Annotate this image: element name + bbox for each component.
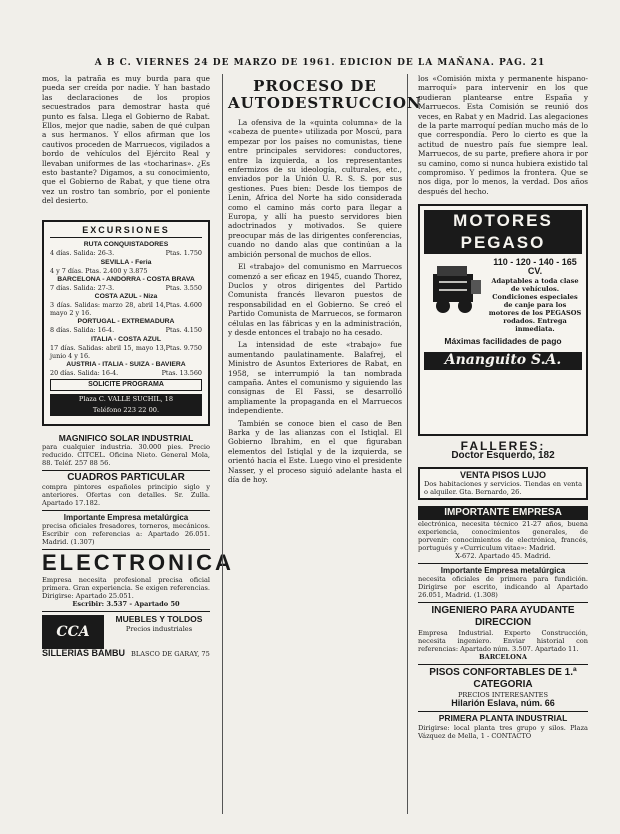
article-paragraph: También se conoce bien el caso de Ben Barka y de las alianzas con el Istiqlal. El Gobierno Ibrahim, en el que figuraban elementos del Istiqlal y de la izquierda, se orientó hacia el Este. Luego vino el presidente Nasser, y el proceso siguió adelante hasta el día de hoy. bbox=[228, 418, 402, 485]
importante-ref: X-672. Apartado 45. Madrid. bbox=[455, 551, 551, 560]
excursion-item bbox=[50, 241, 202, 257]
electronica-contact: Escribir: 3.537 - Apartado 50 bbox=[72, 600, 180, 609]
pisos-address: Hilarión Eslava, núm. 66 bbox=[451, 698, 555, 709]
excursion-detail-row bbox=[50, 267, 202, 275]
excursion-detail-row bbox=[50, 326, 202, 334]
left-article-text: mos, la patraña es muy burda para que pueda ser creída por nadie. Y han bastado las declaraciones de los propios secuestrados para demostrar hasta qué punto es falsa. Llega el Gobierno de Rabat. Ellos, mejor que nadie, saben de qué culpan a sus hermanos. Y ellos afirman que los cautivos proceden de Marruecos, vigilados a bordo de vehículos del Ejército Real y llevaban uniformes de las «tocharinas». ¿Es esto bastante? Digamos, a su conocimiento, que el Gobierno de Rabat, y que tiene otra vez un rostro tan sombrío, por el poniente del desierto. bbox=[42, 74, 210, 206]
excursion-price: Ptas. 1.750 bbox=[165, 249, 202, 258]
metal-title: Importante Empresa metalúrgica bbox=[63, 512, 189, 522]
pisos-lujo-text: Dos habitaciones y servicios. Tiendas en venta o alquiler. Gta. Bernardo, 26. bbox=[424, 480, 582, 497]
electronica-title: ELECTRONICA bbox=[42, 550, 234, 576]
article-body bbox=[228, 118, 402, 484]
excursion-detail: 7 días. Salida: 27-3. bbox=[50, 283, 115, 292]
left-column bbox=[42, 74, 234, 804]
excursion-name: SEVILLA - Feria bbox=[100, 258, 152, 266]
excursion-name: COSTA AZUL - Niza bbox=[94, 293, 158, 301]
pisos-title: PISOS CONFORTABLES DE 1.ª CATEGORIA bbox=[429, 667, 577, 691]
electronica-text: Empresa necesita profesional precisa oficial primera. Gran experiencia. Se exigen referencias. Dirigirse: Apartado 25.051. bbox=[42, 576, 210, 601]
importante-ad bbox=[418, 506, 588, 559]
solar-text: para cualquier industria. 30.000 pies. Precio reducido. CITCEL. Oficina Nieto. General Mola, 88. Teléf. 257 88 56. bbox=[42, 443, 210, 468]
falleres-ad bbox=[418, 439, 588, 462]
pisos-sub: PRECIOS INTERESANTES bbox=[457, 691, 549, 700]
excursion-name: BARCELONA - ANDORRA - COSTA BRAVA bbox=[57, 275, 195, 283]
falleres-address: Doctor Esquerdo, 182 bbox=[451, 450, 555, 462]
excursion-item bbox=[50, 318, 202, 334]
metal2-ad bbox=[418, 566, 588, 599]
muebles-title: MUEBLES Y TOLDOS bbox=[115, 614, 203, 625]
metal2-text: necesita oficiales de primera para fundición. Dirigirse por escrito, indicando al Apartado 26.051, Madrid. (1.308) bbox=[418, 575, 588, 600]
excursion-detail-row bbox=[50, 249, 202, 257]
planta-ad bbox=[418, 714, 588, 739]
pegaso-powers: 110 - 120 - 140 - 165 CV. bbox=[493, 257, 577, 277]
excursions-address: Plaza C. VALLE SUCHIL, 18 bbox=[50, 394, 202, 405]
cuadros-title: CUADROS PARTICULAR bbox=[67, 472, 185, 484]
right-column bbox=[418, 74, 588, 814]
pegaso-dealer: Ananguito S.A. bbox=[424, 352, 582, 369]
engine-icon bbox=[427, 260, 485, 316]
excursion-item bbox=[50, 259, 202, 275]
muebles-logo: CCA bbox=[42, 615, 104, 649]
muebles-address: BLASCO DE GARAY, 75 bbox=[131, 650, 210, 659]
excursions-ad bbox=[42, 220, 210, 426]
planta-text: Dirigirse: local planta tres grupo y silos. Plaza Vázquez de Mella, 1 - CONTACTO bbox=[418, 723, 588, 740]
excursions-title: EXCURSIONES bbox=[50, 226, 202, 238]
middle-column bbox=[222, 74, 422, 814]
planta-title: PRIMERA PLANTA INDUSTRIAL bbox=[438, 713, 568, 724]
excursion-detail-row bbox=[50, 344, 202, 360]
excursion-name: AUSTRIA - ITALIA - SUIZA - BAVIERA bbox=[66, 361, 186, 369]
cuadros-ad bbox=[42, 473, 210, 506]
excursion-name: ITALIA - COSTA AZUL bbox=[91, 335, 161, 343]
muebles-ad bbox=[42, 615, 210, 649]
excursion-price: Ptas. 13.560 bbox=[161, 369, 202, 378]
ingeniero-city: BARCELONA bbox=[479, 653, 527, 662]
article-paragraph: La ofensiva de la «quinta columna» de la «cabeza de puente» utilizada por Moscú, para empezar por los países no comunistas, tiene entre principales servidores: conductores, entre la izquierda, a los representantes enfermizos de su ideología, culturales, etc., enviados por la Unión U. R. S. S. por sus gestiones. Pues bien: Desde los tiempos de Lenin, Africa del Norte ha sido considerada como el camino más corto para llegar a Europa, y allí ha puesto servidores bien adoctrinados y motivados. Se quiere preocupar más de las dirigentes conferencias, cuando no dando alas que continúan a la ambición personal de muchos de ellos. bbox=[228, 118, 402, 259]
excursion-detail: 4 y 7 días. Ptas. 2.400 y 3.875 bbox=[50, 266, 148, 275]
excursion-name: PORTUGAL - EXTREMADURA bbox=[77, 318, 175, 326]
excursion-detail: 20 días. Salida: 16-4. bbox=[50, 369, 119, 378]
pegaso-text: Adaptables a toda clase de vehículos. Condiciones especiales de canje para los motores de los PEGASOS rodados. Entrega inmediata. bbox=[488, 276, 582, 333]
ingeniero-text: Empresa Industrial. Experto Construcción, necesita ingeniero. Enviar historial con referencias: Apartado núm. 3.507. Apartado 11. bbox=[418, 629, 588, 654]
pegaso-brand: MOTORES PEGASO bbox=[424, 210, 582, 254]
excursion-detail-row bbox=[50, 369, 202, 377]
pisos-ad bbox=[418, 667, 588, 708]
excursion-item bbox=[50, 276, 202, 292]
ingeniero-ad bbox=[418, 605, 588, 661]
excursion-price: Ptas. 9.750 bbox=[165, 343, 202, 352]
pegaso-tagline: Máximas facilidades de pago bbox=[444, 335, 562, 346]
importante-text: electrónica, necesita técnico 21-27 años, buena experiencia, conocimientos generales, de porvenir: conocimientos de electrónica, francés, portugués y «Curriculum vitae»: Madrid. bbox=[418, 519, 588, 552]
solar-ad bbox=[42, 434, 210, 467]
pisos-lujo-title: VENTA PISOS LUJO bbox=[459, 469, 546, 480]
request-program: SOLICITE PROGRAMA bbox=[50, 379, 202, 390]
excursion-item bbox=[50, 336, 202, 360]
falleres-title: FALLERES: bbox=[460, 439, 546, 453]
muebles-sub: Precios industriales bbox=[125, 624, 193, 633]
excursion-price: Ptas. 3.550 bbox=[165, 283, 202, 292]
article-paragraph: El «trabajo» del comunismo en Marruecos comenzó a ser eficaz en 1945, cuando Thorez, Duclos y otros dirigentes del Partido Comunista francés llevaron puestos de responsabilidad en el Gobierno. Se creó el Partido Comunista de Marruecos, se formaron células en las fábricas y en la administración, y desde entonces el trabajo no ha cesado. bbox=[228, 262, 402, 337]
excursion-name: RUTA CONQUISTADORES bbox=[83, 241, 169, 249]
solar-title: MAGNIFICO SOLAR INDUSTRIAL bbox=[58, 433, 194, 443]
article-paragraph: La intensidad de este «trabajo» fue aumentando paulatinamente. Balafrej, el Ministro de Asuntos Exteriores de Rabat, en 1958, se interrumpió la tan nombrada campaña. Antes el comunismo y siguiendo las consignas de El Fassi, se desarrolló ampliamente la propaganda en el Marruecos independiente. bbox=[228, 340, 402, 416]
excursion-detail: 8 días. Salida: 16-4. bbox=[50, 326, 115, 335]
ingeniero-title: INGENIERO PARA AYUDANTE DIRECCION bbox=[431, 605, 575, 629]
page-header: A B C. VIERNES 24 DE MARZO DE 1961. EDICION DE LA MAÑANA. PAG. 21 bbox=[94, 58, 546, 68]
electronica-ad bbox=[42, 550, 234, 609]
importante-title: IMPORTANTE EMPRESA bbox=[418, 506, 588, 519]
excursion-detail-row bbox=[50, 301, 202, 317]
engine-illustration bbox=[424, 258, 488, 318]
excursion-detail-row bbox=[50, 284, 202, 292]
metal-text: precisa oficiales fresadores, torneros, mecánicos. Escribir con referencias a: Apartado 26.051. Madrid. (1.307) bbox=[42, 522, 210, 547]
excursion-item bbox=[50, 293, 202, 317]
excursion-detail: 4 días. Salida: 26-3. bbox=[50, 249, 115, 258]
excursion-price: Ptas. 4.600 bbox=[165, 301, 202, 310]
pisos-lujo-ad bbox=[418, 467, 588, 500]
article-title: PROCESO DE AUTODESTRUCCION bbox=[228, 77, 422, 112]
cuadros-text: compra pintores españoles principio siglo y anteriores. Ofertas con detalles. Sr. Zulla. Apartado 17.182. bbox=[42, 482, 210, 507]
excursion-list bbox=[50, 241, 202, 377]
metal-ad bbox=[42, 513, 210, 546]
excursion-price: Ptas. 4.150 bbox=[165, 326, 202, 335]
excursion-detail: 3 días. Salidas: marzo 28, abril 14, mayo 2 y 16. bbox=[50, 301, 166, 318]
muebles-brand: SILLERIAS BAMBU bbox=[42, 648, 125, 659]
excursion-item bbox=[50, 361, 202, 377]
excursion-detail: 17 días. Salidas: abril 15, mayo 13, junio 4 y 16. bbox=[50, 343, 166, 360]
right-article-text: los «Comisión mixta y permanente hispano-marroquí» para intervenir en los que pudieran plantearse entre España y Marruecos. Esta Comisión se reunió dos veces, en Rabat y en Madrid. Las alegaciones de la parte marroquí pedían mucho más de lo que correspondía. Pero lo cierto es que la actitud de nuestro país fue siempre leal. Marruecos, de su parte, prefiere ahora ir por su camino, como si nunca hubiera existido tal compromiso. Y pedimos la frontera. Que se nos diga, por lo menos, la verdad. Dos años después del hecho. bbox=[418, 74, 588, 196]
metal2-title: Importante Empresa metalúrgica bbox=[440, 565, 566, 575]
excursions-phone: Teléfono 223 22 00. bbox=[50, 405, 202, 416]
pegaso-ad bbox=[418, 204, 588, 436]
